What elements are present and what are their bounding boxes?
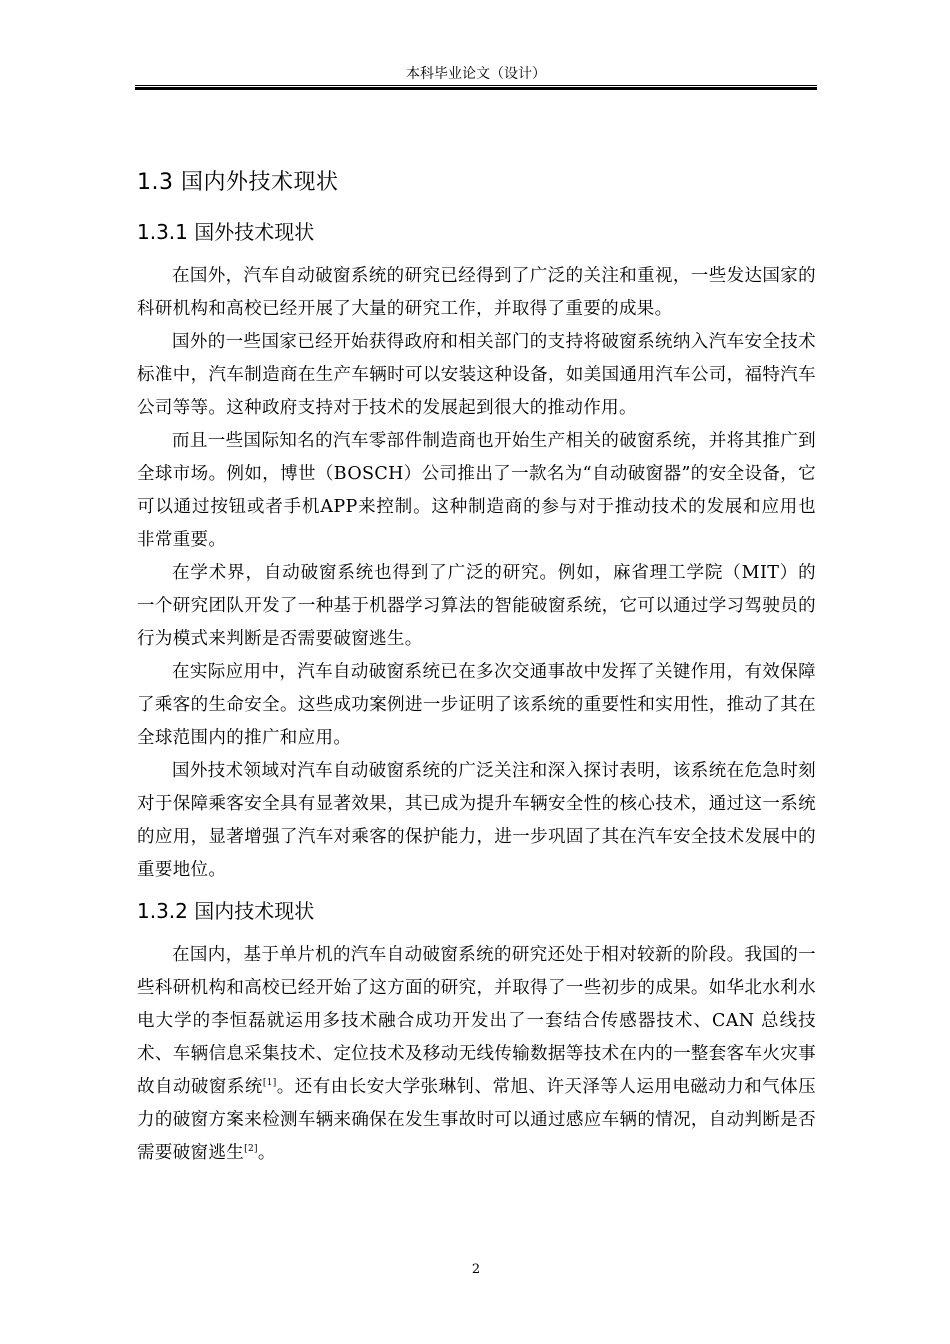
paragraph-text: 。 — [257, 1143, 276, 1163]
page-number: 2 — [471, 1262, 481, 1277]
paragraph: 而且一些国际知名的汽车零部件制造商也开始生产相关的破窗系统，并将其推广到全球市场。例如，博世（BOSCH）公司推出了一款名为“自动破窗器”的安全设备，它可以通过按钮或者手机APP来控制。这种制造商的参与对于推动技术的发展和应用也非常重要。 — [137, 431, 816, 550]
paragraph-with-citations — [137, 939, 816, 1170]
subsection-heading-foreign: 1.3.1 国外技术现状 — [137, 220, 315, 244]
subsection-heading-domestic: 1.3.2 国内技术现状 — [137, 899, 315, 923]
paragraph-text: 在国内，基于单片机的汽车自动破窗系统的研究还处于相对较新的阶段。我国的一些科研机构和高校已经开始了这方面的研究，并取得了一些初步的成果。如华北水利水电大学的李恒磊就运用多技术融合成功开发出了一套结合传感器技术、CAN 总线技术、车辆信息采集技术、定位技术及移动无线传输数据等技术在内的一整套客车火灾事故自动破窗系统 — [137, 945, 816, 1097]
running-header: 本科毕业论文（设计） — [406, 66, 546, 82]
paragraph: 在学术界，自动破窗系统也得到了广泛的研究。例如，麻省理工学院（MIT）的一个研究团队开发了一种基于机器学习算法的智能破窗系统，它可以通过学习驾驶员的行为模式来判断是否需要破窗逃生。 — [137, 563, 816, 649]
paragraph: 在实际应用中，汽车自动破窗系统已在多次交通事故中发挥了关键作用，有效保障了乘客的生命安全。这些成功案例进一步证明了该系统的重要性和实用性，推动了其在全球范围内的推广和应用。 — [137, 662, 816, 748]
paragraph: 在国外，汽车自动破窗系统的研究已经得到了广泛的关注和重视，一些发达国家的科研机构和高校已经开展了大量的研究工作，并取得了重要的成果。 — [137, 266, 816, 319]
citation-2: [2] — [244, 1144, 258, 1154]
section-heading: 1.3 国内外技术现状 — [137, 170, 339, 195]
header-rule-thin — [135, 85, 817, 86]
citation-1: [1] — [262, 1078, 277, 1088]
header-rule-thick — [135, 87, 817, 90]
paragraph: 国外的一些国家已经开始获得政府和相关部门的支持将破窗系统纳入汽车安全技术标准中，汽车制造商在生产车辆时可以安装这种设备，如美国通用汽车公司，福特汽车公司等等。这种政府支持对于技术的发展起到很大的推动作用。 — [137, 332, 816, 418]
paragraph: 国外技术领域对汽车自动破窗系统的广泛关注和深入探讨表明，该系统在危急时刻对于保障乘客安全具有显著效果，其已成为提升车辆安全性的核心技术，通过这一系统的应用，显著增强了汽车对乘客的保护能力，进一步巩固了其在汽车安全技术发展中的重要地位。 — [137, 761, 816, 880]
paragraph-text: 。还有由长安大学张琳钊、常旭、许天泽等人运用电磁动力和气体压力的破窗方案来检测车辆来确保在发生事故时可以通过感应车辆的情况，自动判断是否需要破窗逃生 — [137, 1077, 817, 1163]
page-body — [137, 168, 816, 1170]
